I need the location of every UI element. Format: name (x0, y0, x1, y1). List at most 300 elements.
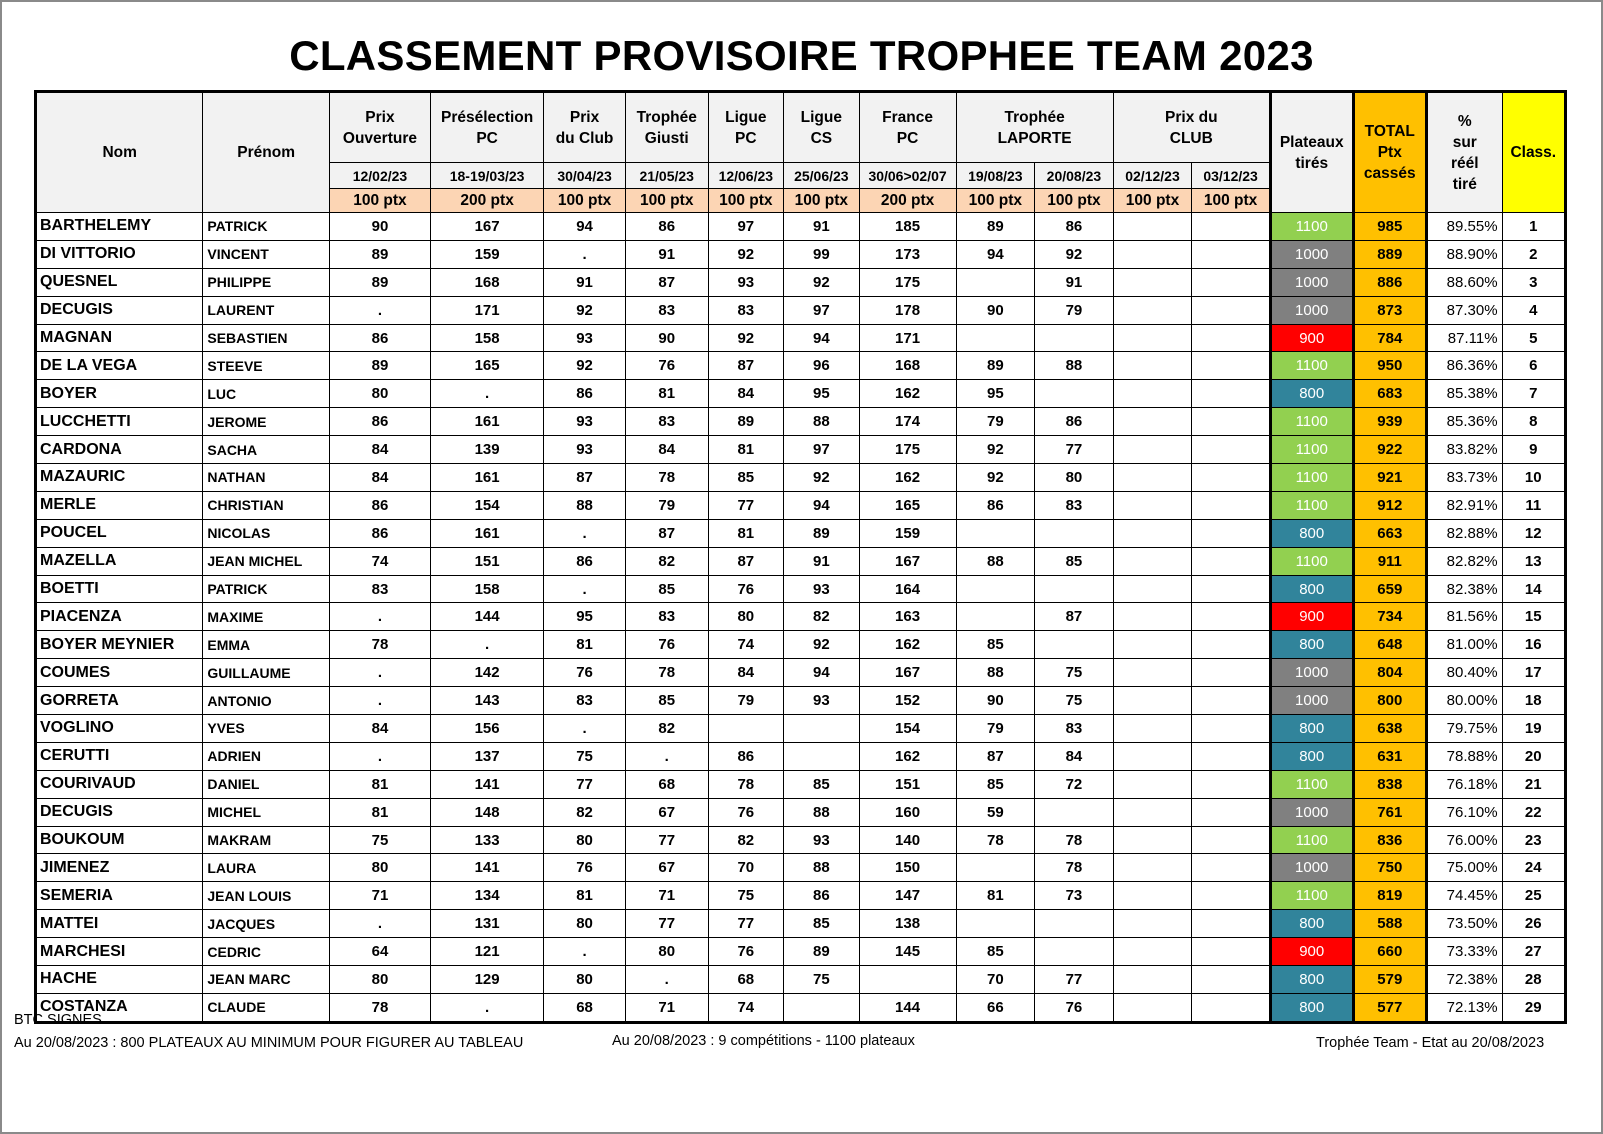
cell-percentage: 72.38% (1427, 966, 1503, 994)
cell-total: 631 (1353, 742, 1426, 770)
cell-plateaux: 800 (1270, 631, 1353, 659)
cell-score: 150 (859, 854, 956, 882)
cell-plateaux: 1000 (1270, 240, 1353, 268)
cell-score: 72 (1035, 770, 1114, 798)
cell-classement: 3 (1502, 268, 1565, 296)
cell-classement: 19 (1502, 715, 1565, 743)
cell-nom: DE LA VEGA (36, 352, 203, 380)
cell-score: 76 (708, 798, 784, 826)
cell-percentage: 82.38% (1427, 575, 1503, 603)
cell-score: 92 (784, 631, 860, 659)
laporte-points: 100 ptx (956, 189, 1035, 213)
cell-score: . (430, 993, 543, 1022)
table-row (36, 547, 1566, 575)
cell-prenom: ANTONIO (203, 687, 330, 715)
cell-score: 88 (784, 408, 860, 436)
cell-score: 167 (859, 659, 956, 687)
competition-name-line: Giusti (644, 129, 689, 147)
cell-percentage: 75.00% (1427, 854, 1503, 882)
total-header-line: Ptx (1377, 144, 1402, 161)
cell-score (1113, 659, 1192, 687)
cell-nom: BOETTI (36, 575, 203, 603)
footer-competitions-note: Au 20/08/2023 : 9 compétitions - 1100 plateaux (612, 1033, 915, 1049)
cell-score: 84 (708, 659, 784, 687)
col-header-nom: Nom (36, 92, 203, 213)
cell-score: 147 (859, 882, 956, 910)
cell-nom: QUESNEL (36, 268, 203, 296)
cell-prenom: MICHEL (203, 798, 330, 826)
cell-score: 89 (329, 352, 430, 380)
cell-prenom: NICOLAS (203, 519, 330, 547)
cell-score (1113, 547, 1192, 575)
cell-total: 734 (1353, 603, 1426, 631)
cell-score: 97 (784, 296, 860, 324)
cell-percentage: 82.88% (1427, 519, 1503, 547)
cell-nom: POUCEL (36, 519, 203, 547)
cell-plateaux: 1100 (1270, 491, 1353, 519)
cell-nom: CERUTTI (36, 742, 203, 770)
cell-prenom: EMMA (203, 631, 330, 659)
cell-score: 93 (708, 268, 784, 296)
cell-score: 81 (956, 882, 1035, 910)
cell-score: 83 (1035, 715, 1114, 743)
cell-classement: 15 (1502, 603, 1565, 631)
cell-nom: SEMERIA (36, 882, 203, 910)
cell-prenom: JACQUES (203, 910, 330, 938)
cell-percentage: 73.33% (1427, 938, 1503, 966)
cell-score: 178 (859, 296, 956, 324)
cell-score: 141 (430, 770, 543, 798)
cell-classement: 7 (1502, 380, 1565, 408)
cell-score: 82 (708, 826, 784, 854)
cell-percentage: 81.00% (1427, 631, 1503, 659)
col-header-competition (859, 92, 956, 163)
cell-score: 80 (1035, 464, 1114, 492)
cell-score (1192, 742, 1271, 770)
table-row (36, 659, 1566, 687)
cell-score: 78 (708, 770, 784, 798)
cell-score: 82 (784, 603, 860, 631)
cell-classement: 16 (1502, 631, 1565, 659)
cell-score: 85 (956, 770, 1035, 798)
cell-score: 76 (625, 352, 708, 380)
cell-score: . (544, 938, 626, 966)
cell-score: 75 (784, 966, 860, 994)
col-header-competition (708, 92, 784, 163)
cell-score (1035, 575, 1114, 603)
table-row (36, 993, 1566, 1022)
cell-score: 86 (956, 491, 1035, 519)
table-row (36, 575, 1566, 603)
cell-plateaux: 1100 (1270, 213, 1353, 241)
cell-nom: DECUGIS (36, 798, 203, 826)
percentage-header-line: tiré (1452, 175, 1477, 193)
cell-classement: 13 (1502, 547, 1565, 575)
cell-score: 64 (329, 938, 430, 966)
col-header-club (1113, 92, 1270, 163)
cell-score (1192, 631, 1271, 659)
cell-score: 90 (329, 213, 430, 241)
cell-prenom: CHRISTIAN (203, 491, 330, 519)
cell-score: 74 (708, 631, 784, 659)
cell-total: 800 (1353, 687, 1426, 715)
cell-classement: 22 (1502, 798, 1565, 826)
table-row (36, 882, 1566, 910)
cell-score: 160 (859, 798, 956, 826)
cell-score (1113, 464, 1192, 492)
cell-score: 84 (625, 436, 708, 464)
cell-score (708, 715, 784, 743)
cell-score: 171 (430, 296, 543, 324)
cell-score: 162 (859, 631, 956, 659)
cell-percentage: 85.38% (1427, 380, 1503, 408)
cell-score: . (544, 240, 626, 268)
cell-score: 168 (430, 268, 543, 296)
cell-score (1192, 659, 1271, 687)
cell-score: 80 (544, 966, 626, 994)
cell-plateaux: 1000 (1270, 798, 1353, 826)
cell-score: 78 (625, 464, 708, 492)
cell-score: 84 (1035, 742, 1114, 770)
cell-classement: 9 (1502, 436, 1565, 464)
cell-score: 80 (329, 380, 430, 408)
cell-total: 911 (1353, 547, 1426, 575)
cell-plateaux: 1100 (1270, 408, 1353, 436)
cell-score: 86 (1035, 213, 1114, 241)
competition-name-line: Ligue (725, 108, 767, 126)
cell-score: 73 (1035, 882, 1114, 910)
cell-score (1113, 519, 1192, 547)
cell-plateaux: 1100 (1270, 352, 1353, 380)
cell-plateaux: 800 (1270, 966, 1353, 994)
cell-classement: 27 (1502, 938, 1565, 966)
cell-score: 138 (859, 910, 956, 938)
cell-score: 159 (859, 519, 956, 547)
cell-score: 94 (956, 240, 1035, 268)
cell-score: 88 (956, 547, 1035, 575)
cell-score: 70 (956, 966, 1035, 994)
cell-score: 151 (859, 770, 956, 798)
cell-score: 80 (329, 854, 430, 882)
col-header-competition (430, 92, 543, 163)
cell-score (1192, 938, 1271, 966)
cell-classement: 21 (1502, 770, 1565, 798)
col-header-prenom: Prénom (203, 92, 330, 213)
cell-score: 71 (625, 993, 708, 1022)
competition-date: 12/02/23 (329, 163, 430, 189)
club-points: 100 ptx (1192, 189, 1271, 213)
competition-name-line: Prix (569, 108, 600, 126)
cell-classement: 26 (1502, 910, 1565, 938)
cell-plateaux: 1000 (1270, 854, 1353, 882)
cell-score: 77 (708, 910, 784, 938)
cell-prenom: NATHAN (203, 464, 330, 492)
cell-prenom: CLAUDE (203, 993, 330, 1022)
cell-score: 97 (708, 213, 784, 241)
cell-score: 83 (625, 296, 708, 324)
competition-name-line: Présélection (441, 108, 534, 126)
cell-score: . (544, 575, 626, 603)
cell-score (956, 324, 1035, 352)
cell-total: 761 (1353, 798, 1426, 826)
cell-score (1113, 268, 1192, 296)
cell-score: 158 (430, 324, 543, 352)
cell-percentage: 76.18% (1427, 770, 1503, 798)
cell-score (1192, 436, 1271, 464)
cell-total: 648 (1353, 631, 1426, 659)
cell-nom: PIACENZA (36, 603, 203, 631)
cell-score: 94 (544, 213, 626, 241)
table-row (36, 408, 1566, 436)
cell-score: 81 (544, 631, 626, 659)
cell-prenom: DANIEL (203, 770, 330, 798)
cell-score: 83 (625, 408, 708, 436)
cell-score (784, 742, 860, 770)
cell-score: 84 (329, 715, 430, 743)
cell-nom: DI VITTORIO (36, 240, 203, 268)
cell-score (1192, 910, 1271, 938)
cell-plateaux: 900 (1270, 938, 1353, 966)
cell-score: 175 (859, 268, 956, 296)
cell-nom: JIMENEZ (36, 854, 203, 882)
col-header-competition (329, 92, 430, 163)
cell-score (1192, 547, 1271, 575)
cell-score: 92 (708, 240, 784, 268)
cell-score (1192, 324, 1271, 352)
cell-score (1113, 213, 1192, 241)
cell-score: 93 (784, 575, 860, 603)
cell-percentage: 82.82% (1427, 547, 1503, 575)
cell-score: 81 (708, 519, 784, 547)
cell-score: 77 (625, 910, 708, 938)
cell-total: 836 (1353, 826, 1426, 854)
cell-score: 77 (1035, 966, 1114, 994)
cell-score: 89 (784, 519, 860, 547)
cell-score: 86 (625, 213, 708, 241)
cell-score: 167 (430, 213, 543, 241)
ranking-table (34, 90, 1567, 1024)
total-header-line: cassés (1363, 165, 1416, 182)
competition-points: 100 ptx (625, 189, 708, 213)
table-row (36, 464, 1566, 492)
table-row (36, 519, 1566, 547)
competition-name-line: Ligue (800, 108, 842, 126)
col-header-total (1353, 92, 1426, 213)
cell-score: 162 (859, 380, 956, 408)
cell-score (1113, 687, 1192, 715)
cell-prenom: JEAN LOUIS (203, 882, 330, 910)
cell-nom: BOYER (36, 380, 203, 408)
cell-total: 985 (1353, 213, 1426, 241)
cell-score: 74 (329, 547, 430, 575)
cell-total: 873 (1353, 296, 1426, 324)
cell-total: 886 (1353, 268, 1426, 296)
cell-score: 75 (708, 882, 784, 910)
cell-score: 86 (708, 742, 784, 770)
cell-nom: VOGLINO (36, 715, 203, 743)
cell-score: 85 (625, 687, 708, 715)
cell-score: . (329, 742, 430, 770)
table-row (36, 491, 1566, 519)
table-row (36, 938, 1566, 966)
cell-score: 154 (430, 491, 543, 519)
cell-prenom: JEROME (203, 408, 330, 436)
cell-score: 87 (708, 547, 784, 575)
cell-score: . (544, 715, 626, 743)
cell-score: 87 (956, 742, 1035, 770)
cell-score: 129 (430, 966, 543, 994)
cell-score: . (329, 659, 430, 687)
cell-classement: 29 (1502, 993, 1565, 1022)
cell-score: 142 (430, 659, 543, 687)
cell-percentage: 76.00% (1427, 826, 1503, 854)
cell-score (1192, 966, 1271, 994)
cell-prenom: LUC (203, 380, 330, 408)
cell-classement: 5 (1502, 324, 1565, 352)
cell-score: 92 (784, 464, 860, 492)
cell-score: 93 (544, 408, 626, 436)
cell-score: 85 (625, 575, 708, 603)
cell-score (1113, 966, 1192, 994)
cell-score: 93 (784, 826, 860, 854)
cell-prenom: PHILIPPE (203, 268, 330, 296)
cell-plateaux: 1100 (1270, 770, 1353, 798)
cell-classement: 2 (1502, 240, 1565, 268)
cell-prenom: JEAN MICHEL (203, 547, 330, 575)
cell-prenom: STEEVE (203, 352, 330, 380)
cell-score: 174 (859, 408, 956, 436)
cell-nom: MAGNAN (36, 324, 203, 352)
cell-score: . (329, 603, 430, 631)
cell-score: 86 (1035, 408, 1114, 436)
cell-score (1113, 854, 1192, 882)
cell-score (1113, 436, 1192, 464)
cell-prenom: PATRICK (203, 213, 330, 241)
table-row (36, 770, 1566, 798)
cell-plateaux: 1100 (1270, 882, 1353, 910)
cell-score (784, 993, 860, 1022)
cell-score: 89 (784, 938, 860, 966)
cell-score: 134 (430, 882, 543, 910)
cell-score: 95 (784, 380, 860, 408)
cell-nom: HACHE (36, 966, 203, 994)
competition-name-line: PC (896, 129, 919, 147)
table-row (36, 854, 1566, 882)
table-row (36, 742, 1566, 770)
cell-classement: 18 (1502, 687, 1565, 715)
cell-score (1113, 798, 1192, 826)
table-row (36, 213, 1566, 241)
cell-plateaux: 1000 (1270, 659, 1353, 687)
cell-percentage: 83.73% (1427, 464, 1503, 492)
cell-score: 85 (784, 770, 860, 798)
cell-score: 78 (1035, 826, 1114, 854)
cell-score: 76 (708, 938, 784, 966)
cell-score (956, 575, 1035, 603)
cell-percentage: 83.82% (1427, 436, 1503, 464)
plateaux-header-line: Plateaux (1279, 133, 1344, 151)
col-header-competition (625, 92, 708, 163)
competition-points: 200 ptx (859, 189, 956, 213)
cell-score: 78 (329, 631, 430, 659)
col-header-laporte (956, 92, 1113, 163)
cell-score (1035, 910, 1114, 938)
cell-score: 83 (544, 687, 626, 715)
footer-state-date: Trophée Team - Etat au 20/08/2023 (1316, 1035, 1545, 1051)
table-row (36, 910, 1566, 938)
cell-classement: 20 (1502, 742, 1565, 770)
cell-score: 71 (625, 882, 708, 910)
cell-score (1192, 408, 1271, 436)
cell-score (1192, 352, 1271, 380)
table-row (36, 826, 1566, 854)
cell-score: 93 (544, 324, 626, 352)
cell-score: 80 (708, 603, 784, 631)
cell-score (1113, 380, 1192, 408)
cell-score: 90 (956, 296, 1035, 324)
cell-score: 144 (430, 603, 543, 631)
cell-score: 171 (859, 324, 956, 352)
cell-score: 87 (625, 268, 708, 296)
cell-score: 143 (430, 687, 543, 715)
cell-score: . (329, 296, 430, 324)
cell-total: 660 (1353, 938, 1426, 966)
cell-score: 90 (625, 324, 708, 352)
competition-date: 18-19/03/23 (430, 163, 543, 189)
cell-total: 750 (1353, 854, 1426, 882)
cell-nom: COURIVAUD (36, 770, 203, 798)
cell-score: 67 (625, 854, 708, 882)
cell-percentage: 85.36% (1427, 408, 1503, 436)
cell-score: 78 (625, 659, 708, 687)
cell-plateaux: 800 (1270, 910, 1353, 938)
cell-score: 89 (956, 213, 1035, 241)
cell-plateaux: 800 (1270, 993, 1353, 1022)
cell-score: 175 (859, 436, 956, 464)
cell-total: 950 (1353, 352, 1426, 380)
cell-score: 83 (708, 296, 784, 324)
cell-prenom: ADRIEN (203, 742, 330, 770)
plateaux-header-line: tirés (1295, 154, 1329, 172)
cell-prenom: SEBASTIEN (203, 324, 330, 352)
cell-score: 158 (430, 575, 543, 603)
cell-plateaux: 1100 (1270, 826, 1353, 854)
cell-score: 66 (956, 993, 1035, 1022)
cell-score: 76 (625, 631, 708, 659)
cell-score: 89 (708, 408, 784, 436)
competition-date: 30/06>02/07 (859, 163, 956, 189)
cell-score: 67 (625, 798, 708, 826)
cell-score (1192, 798, 1271, 826)
cell-score (1192, 240, 1271, 268)
cell-percentage: 73.50% (1427, 910, 1503, 938)
cell-score (956, 519, 1035, 547)
cell-score: 162 (859, 742, 956, 770)
cell-score (1192, 380, 1271, 408)
cell-score: 162 (859, 464, 956, 492)
cell-score (1113, 352, 1192, 380)
cell-total: 659 (1353, 575, 1426, 603)
cell-score: 133 (430, 826, 543, 854)
cell-score: 93 (784, 687, 860, 715)
cell-score: 82 (544, 798, 626, 826)
cell-score: 86 (544, 547, 626, 575)
cell-score (1113, 408, 1192, 436)
cell-score (1035, 519, 1114, 547)
cell-score (1192, 268, 1271, 296)
cell-score: 131 (430, 910, 543, 938)
competition-name-line: CS (810, 129, 833, 147)
